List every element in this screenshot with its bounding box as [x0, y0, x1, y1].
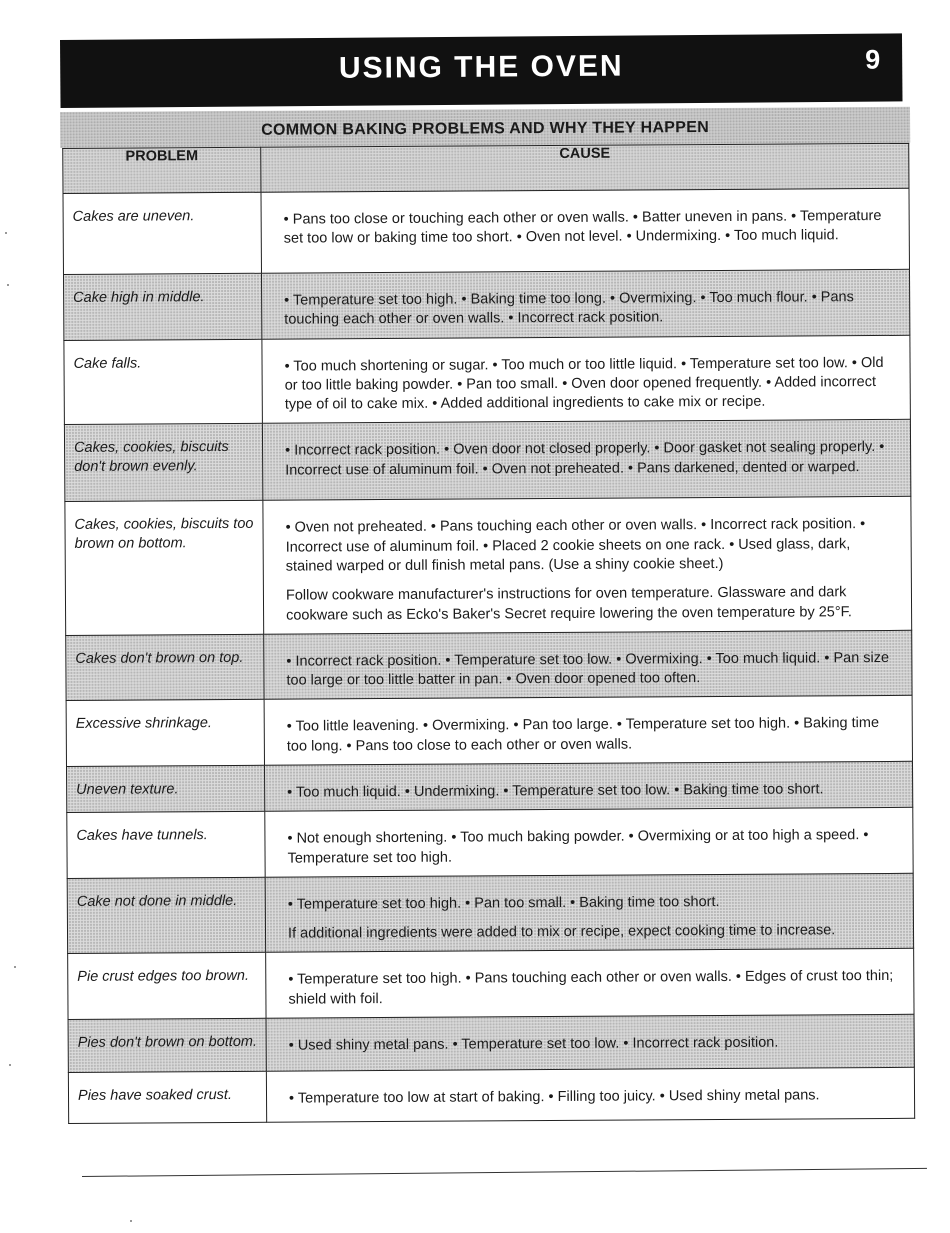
page-number: 9: [865, 44, 881, 75]
cause-cell: [266, 949, 914, 1019]
cause-cell: [262, 335, 911, 424]
table-row: [66, 761, 912, 812]
cause-text: • Incorrect rack position. • Temperature set too low. • Overmixing. • Too much liquid. • Pan size too large or too little batter in pan. • Oven door opened too often.: [286, 649, 890, 689]
table-header-row: [63, 143, 909, 193]
problem-cell: Cake not done in middle.: [67, 877, 265, 954]
cause-text: • Incorrect rack position. • Oven door not closed properly. • Door gasket not sealing properly. • Incorrect use of aluminum foil. • Oven not preheated. • Pans darkened, dented or warped.: [285, 439, 885, 479]
cause-cell: [266, 1014, 914, 1071]
cause-text: • Temperature set too high. • Baking time too long. • Overmixing. • Too much flour. • Pans touching each other or oven walls. • Incorrect rack position.: [284, 289, 854, 328]
table-row: [68, 1067, 914, 1123]
problem-cell: Cake falls.: [64, 339, 263, 425]
table-row: [64, 420, 910, 502]
cause-text: • Temperature set too high. • Pans touching each other or oven walls. • Edges of crust too thin; shield with foil.: [288, 968, 894, 1008]
cause-text: • Used shiny metal pans. • Temperature set too low. • Incorrect rack position.: [288, 1034, 779, 1054]
cause-text: • Temperature set too high. • Pan too small. • Baking time too short.: [287, 893, 720, 913]
page-title: USING THE OVEN: [338, 49, 624, 85]
footer-divider: [82, 1168, 927, 1177]
problem-cell: Uneven texture.: [66, 765, 264, 812]
table-row: [64, 335, 911, 425]
table-row: [67, 873, 913, 954]
cause-text: • Not enough shortening. • Too much baking powder. • Overmixing or at too high a speed. • Temperature set too high.: [287, 827, 869, 867]
problem-cell: Pie crust edges too brown.: [68, 953, 266, 1020]
cause-text: • Too little leavening. • Overmixing. • Pan too large. • Temperature set too high. • Baking time too long. • Pans too close to each other or oven walls.: [286, 715, 880, 755]
cause-text: • Pans too close or touching each other or oven walls. • Batter uneven in pans. • Temperature set too low or baking time too short. • Oven not level. • Undermixing. • Too much liquid.: [283, 207, 882, 247]
cause-cell: [262, 420, 910, 501]
table-row: [68, 949, 914, 1020]
cause-text: • Too much liquid. • Undermixing. • Temperature set too low. • Baking time too short.: [287, 781, 824, 801]
page-header-bar: [60, 33, 903, 108]
scan-speck: [9, 1064, 11, 1066]
scan-speck: [14, 966, 16, 968]
cause-note: If additional ingredients were added to mix or recipe, expect cooking time to increase.: [287, 922, 836, 942]
table-row: [66, 630, 912, 701]
cause-cell: [261, 269, 909, 339]
table-row: [63, 188, 909, 274]
scan-speck: [130, 1220, 132, 1222]
cause-cell: [264, 696, 912, 766]
column-header-problem: PROBLEM: [63, 147, 261, 193]
baking-problems-table: [62, 143, 915, 1124]
cause-text: • Temperature too low at start of baking. • Filling too juicy. • Used shiny metal pans.: [288, 1087, 820, 1107]
problem-cell: Cakes, cookies, biscuits too brown on bottom.: [65, 501, 264, 636]
problem-cell: Pies don't brown on bottom.: [68, 1018, 266, 1072]
cause-cell: [264, 630, 912, 700]
cause-cell: [261, 188, 909, 273]
problem-cell: Excessive shrinkage.: [66, 700, 264, 767]
cause-cell: [265, 873, 913, 953]
problem-cell: Cake high in middle.: [63, 273, 261, 340]
table-row: [65, 497, 912, 636]
table-row: [63, 269, 909, 340]
problem-cell: Cakes don't brown on top.: [66, 634, 264, 701]
problem-cell: Pies have soaked crust.: [68, 1071, 266, 1123]
cause-text: • Oven not preheated. • Pans touching each other or oven walls. • Incorrect rack position. • Incorrect use of aluminum foil. • Placed 2 cookie sheets on one rack. • Used glass, dark, stained warped or dull finish metal pans. (Use a shiny cookie sheet.): [285, 516, 866, 575]
baking-problems-section: [60, 107, 916, 1124]
scan-speck: [5, 232, 7, 234]
table-row: [66, 696, 912, 767]
cause-cell: [265, 808, 913, 878]
table-row: [67, 808, 913, 879]
problem-cell: Cakes are uneven.: [63, 192, 261, 274]
cause-cell: [263, 497, 912, 634]
cause-text: • Too much shortening or sugar. • Too much or too little liquid. • Temperature set too low. • Old or too little baking powder. • Pan too small. • Oven door opened frequently. • Added incorrect type of oil to cake mix. • Added additional ingredients to cake mix or recipe.: [284, 354, 884, 413]
cause-cell: [264, 761, 912, 811]
scan-speck: [7, 284, 9, 286]
cause-note: Follow cookware manufacturer's instructions for oven temperature. Glassware and dark cookware such as Ecko's Baker's Secret require lowering the oven temperature by 25°F.: [285, 584, 852, 624]
column-header-cause: CAUSE: [261, 143, 909, 192]
problem-cell: Cakes have tunnels.: [67, 811, 265, 878]
section-title: COMMON BAKING PROBLEMS AND WHY THEY HAPPEN: [60, 107, 910, 148]
problem-cell: Cakes, cookies, biscuits don't brown evenly.: [64, 424, 262, 502]
table-row: [68, 1014, 914, 1072]
cause-cell: [266, 1067, 914, 1122]
